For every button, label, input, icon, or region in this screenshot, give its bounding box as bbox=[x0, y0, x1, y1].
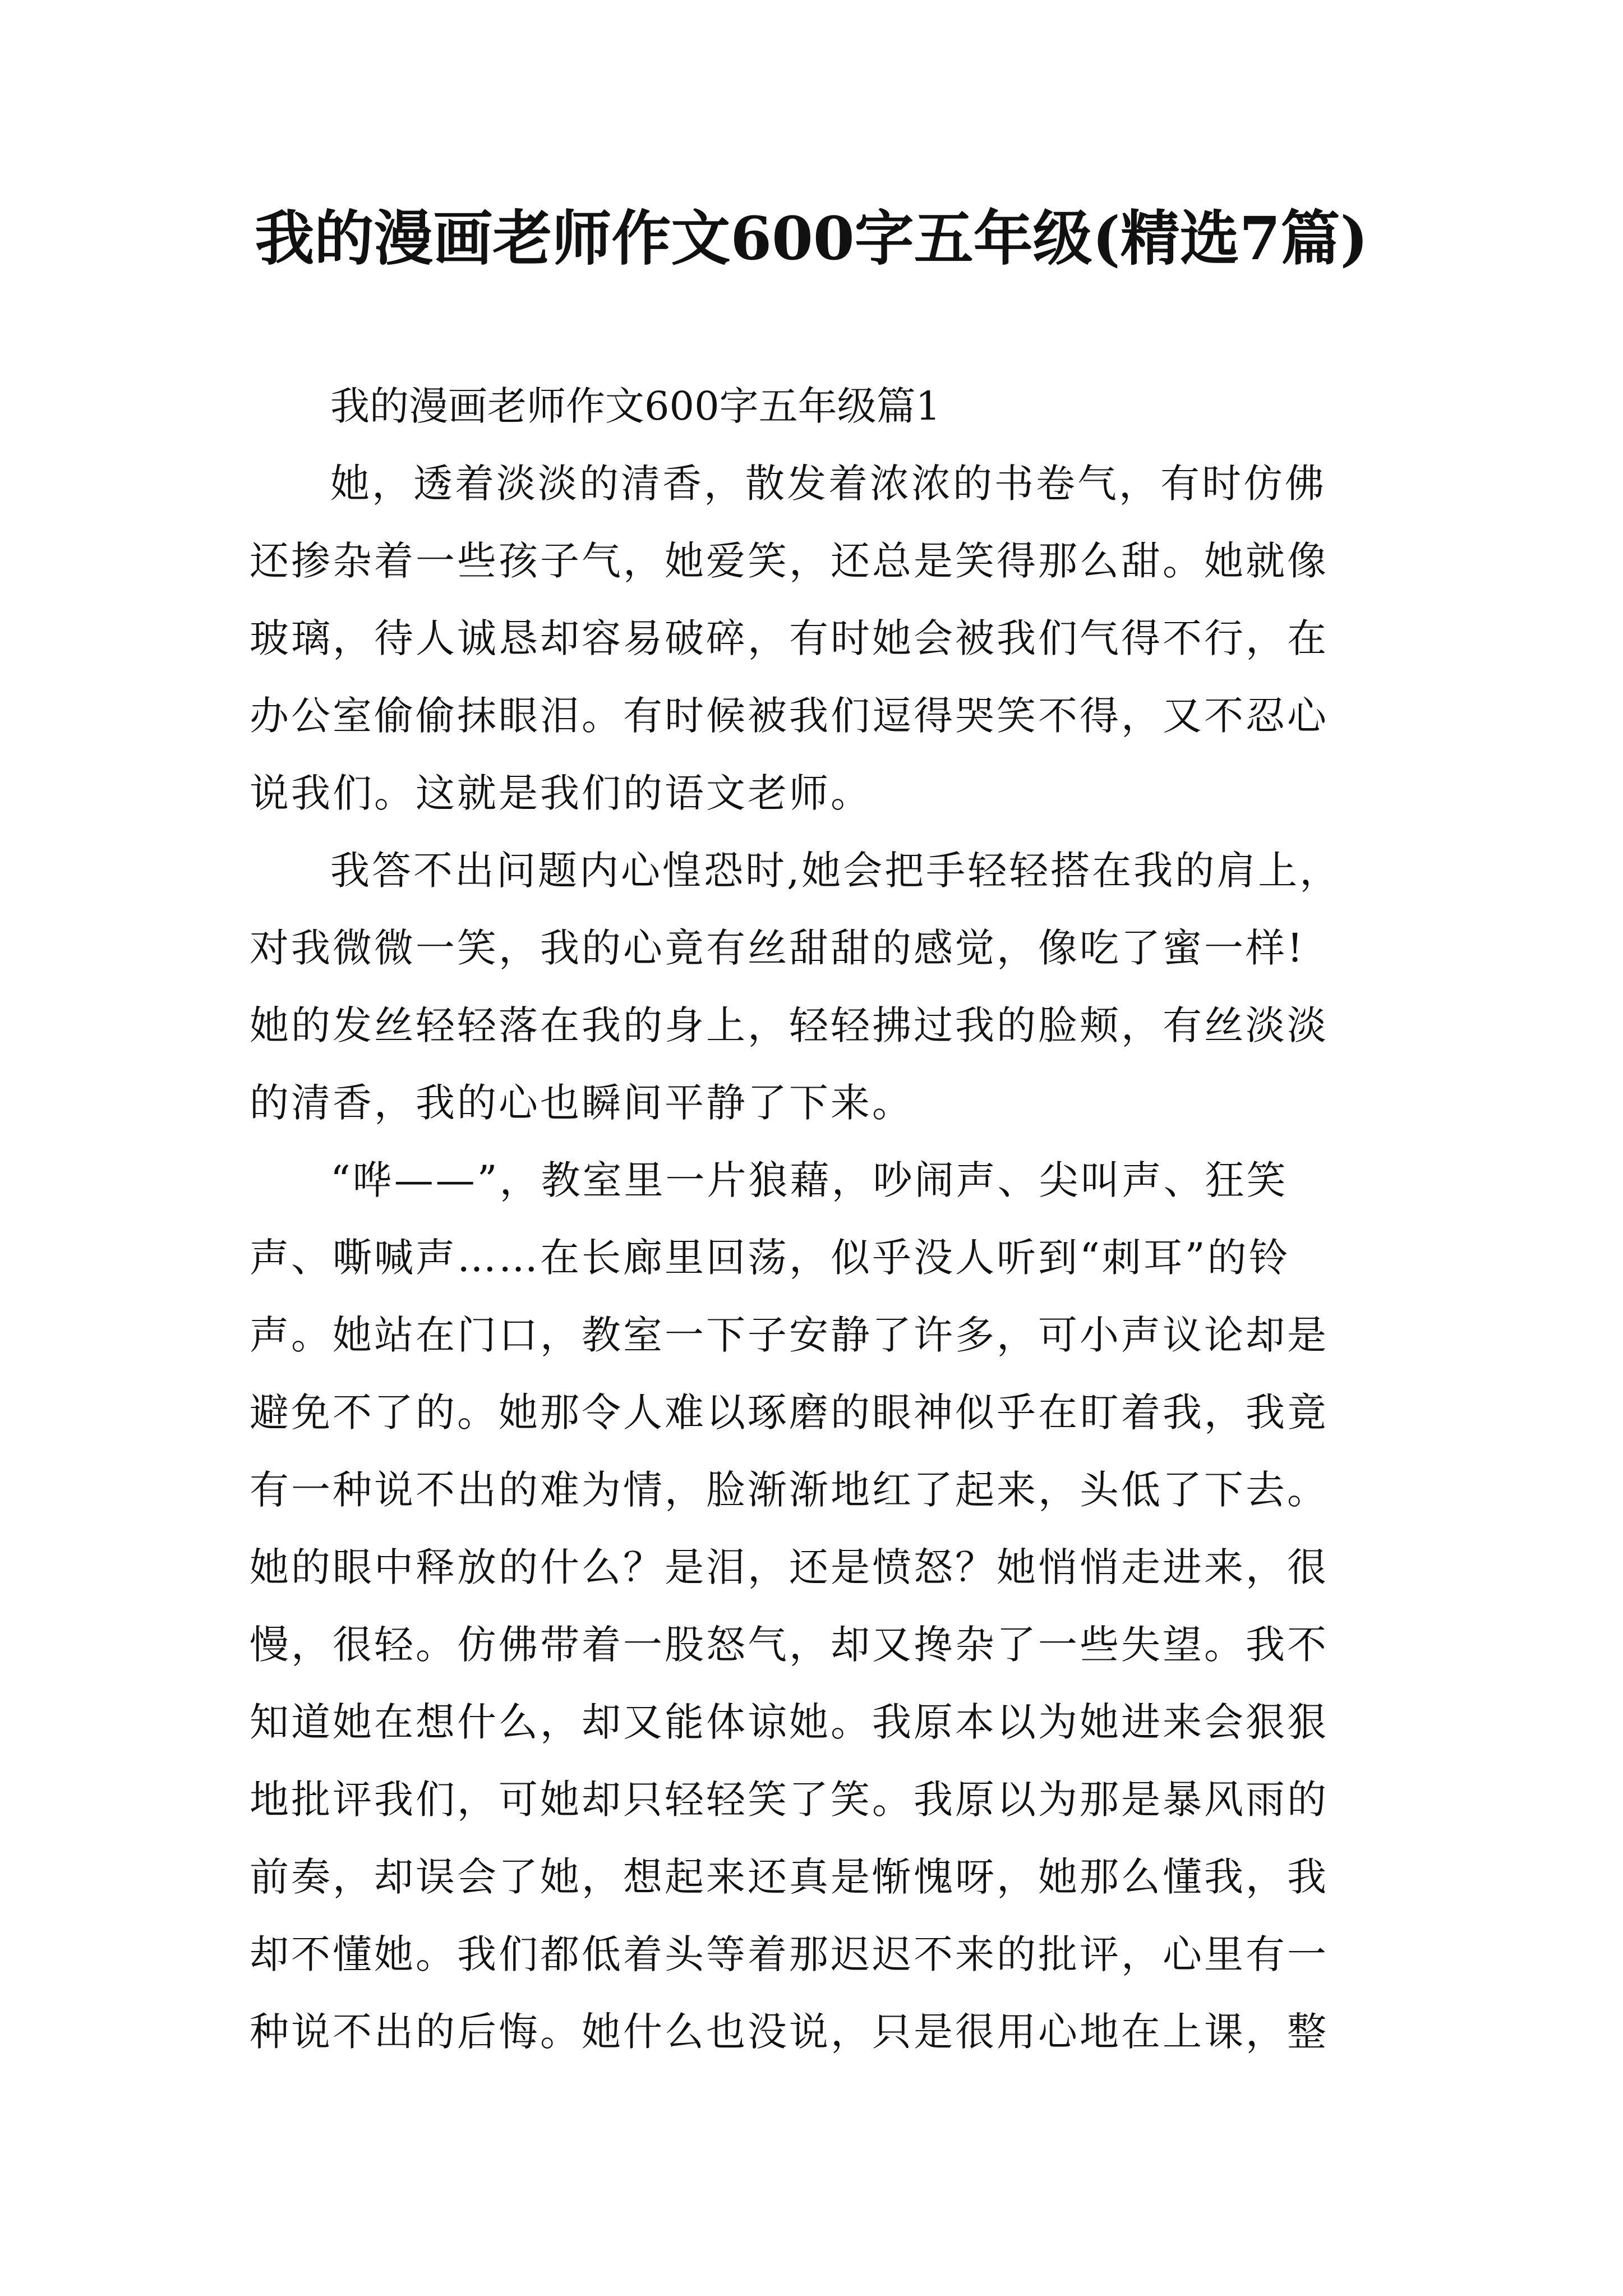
paragraph-1 bbox=[250, 445, 1380, 832]
text-line: 前奏，却误会了她，想起来还真是惭愧呀，她那么懂我，我 bbox=[250, 1854, 1329, 1900]
paragraph-3 bbox=[250, 1142, 1380, 2070]
text-line: 她的发丝轻轻落在我的身上，轻轻拂过我的脸颊，有丝淡淡 bbox=[250, 1002, 1329, 1048]
text-line: 却不懂她。我们都低着头等着那迟迟不来的批评，心里有一 bbox=[250, 1931, 1329, 1977]
text-line: 她，透着淡淡的清香，散发着浓浓的书卷气，有时仿佛 bbox=[330, 461, 1326, 507]
text-line: 种说不出的后悔。她什么也没说，只是很用心地在上课，整 bbox=[250, 2009, 1329, 2055]
text-line: 玻璃，待人诚恳却容易破碎，有时她会被我们气得不行，在 bbox=[250, 615, 1329, 661]
text-line: 我答不出问题内心惶恐时,她会把手轻轻搭在我的肩上， bbox=[330, 848, 1341, 894]
text-line: 慢，很轻。仿佛带着一股怒气，却又搀杂了一些失望。我不 bbox=[250, 1622, 1329, 1668]
text-line: “哗——”，教室里一片狼藉，吵闹声、尖叫声、狂笑 bbox=[330, 1157, 1288, 1203]
section-heading: 我的漫画老师作文600字五年级篇1 bbox=[330, 383, 941, 429]
text-line: 知道她在想什么，却又能体谅她。我原本以为她进来会狠狠 bbox=[250, 1699, 1329, 1745]
text-line: 声、嘶喊声……在长廊里回荡，似乎没人听到“刺耳”的铃 bbox=[250, 1235, 1290, 1281]
text-line: 对我微微一笑，我的心竟有丝甜甜的感觉，像吃了蜜一样! bbox=[250, 925, 1306, 971]
text-line: 避免不了的。她那令人难以琢磨的眼神似乎在盯着我，我竟 bbox=[250, 1389, 1329, 1435]
text-line: 地批评我们，可她却只轻轻笑了笑。我原以为那是暴风雨的 bbox=[250, 1777, 1329, 1823]
text-line: 说我们。这就是我们的语文老师。 bbox=[250, 770, 872, 816]
essay-body bbox=[250, 367, 1380, 2070]
text-line: 还掺杂着一些孩子气，她爱笑，还总是笑得那么甜。她就像 bbox=[250, 538, 1329, 584]
paragraph-2 bbox=[250, 832, 1380, 1142]
text-line: 的清香，我的心也瞬间平静了下来。 bbox=[250, 1080, 914, 1126]
document-title: 我的漫画老师作文600字五年级(精选7篇) bbox=[255, 203, 1368, 273]
text-line: 办公室偷偷抹眼泪。有时候被我们逗得哭笑不得，又不忍心 bbox=[250, 693, 1329, 739]
text-line: 有一种说不出的难为情，脸渐渐地红了起来，头低了下去。 bbox=[250, 1467, 1329, 1513]
text-line: 她的眼中释放的什么？是泪，还是愤怒？她悄悄走进来，很 bbox=[250, 1544, 1329, 1590]
text-line: 声。她站在门口，教室一下子安静了许多，可小声议论却是 bbox=[250, 1312, 1329, 1358]
